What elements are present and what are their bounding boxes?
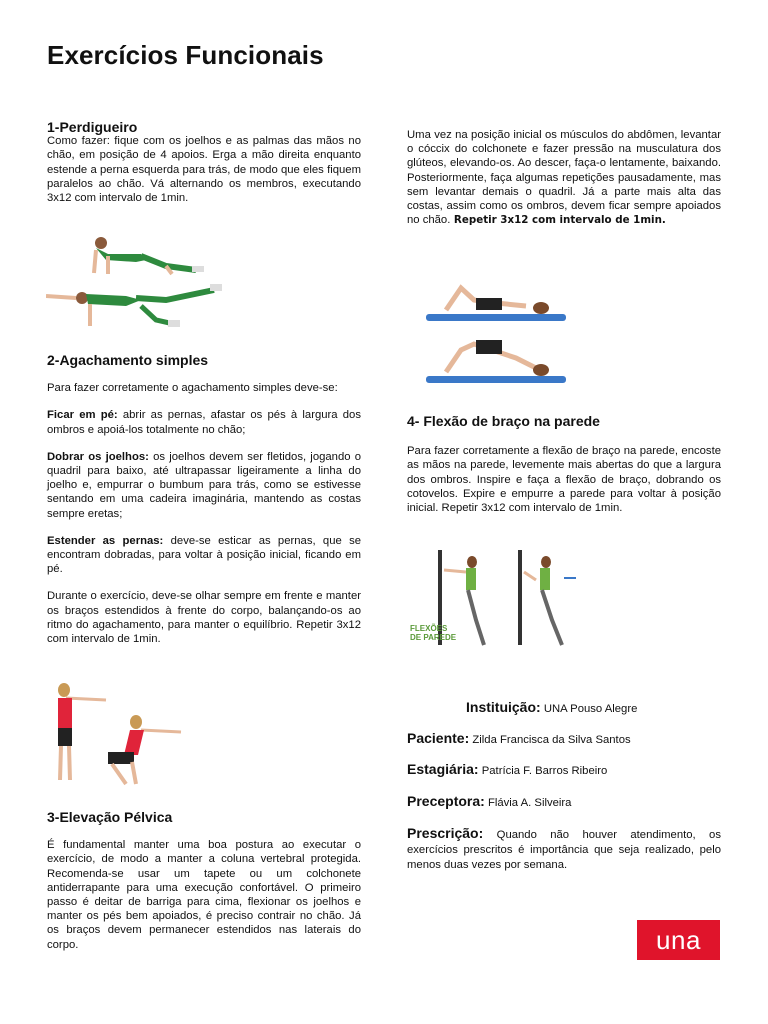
preceptora-label: Preceptora: — [407, 793, 485, 809]
section-elevacao-pelvica — [47, 810, 361, 952]
section-heading: 3-Elevação Pélvica — [47, 809, 173, 825]
agachamento-illustration — [46, 680, 186, 795]
section-note: Durante o exercício, deve-se olhar sempre em frente e manter os braços estendidos à frente do corpo, balançando-os ao ritmo do agachamento, para manter o equilíbrio. Repetir 3x12 com intervalo de 1min. — [47, 590, 361, 646]
elevacao-pelvica-illustration — [406, 270, 586, 398]
instituicao-row — [466, 700, 768, 717]
step-label: Estender as pernas: — [47, 534, 164, 547]
figure-label — [410, 624, 456, 642]
step-text: abrir as pernas, afastar os pés à largura dos ombros e apoiá-los totalmente no chão; — [47, 409, 361, 436]
section-text: Como fazer: fique com os joelhos e as palmas das mãos no chão, em posição de 4 apoios. Erga a mão direita enquanto estende a perna esquerda para trás, de modo que eles fiquem paralelos ao chão. Vá alternando os membros, executando 3x12 com intervalo de 1min. — [47, 135, 361, 205]
section-elevacao-pelvica-cont — [407, 128, 721, 227]
page-title: Exercícios Funcionais — [47, 40, 324, 70]
preceptora-row — [407, 794, 721, 811]
estagiaria-label: Estagiária: — [407, 761, 479, 777]
section-heading: 4- Flexão de braço na parede — [407, 413, 600, 429]
prescricao-value: Quando não houver atendimento, os exercícios prescritos é importância que seja realizado, pelo menos duas vezes por semana. — [407, 829, 721, 871]
section-text-body: Uma vez na posição inicial os músculos do abdômen, levantar o cóccix do colchonete e fazer pressão na musculatura dos glúteos, elevando-os. Ao descer, faça-o lentamente, baixando. Posteriormente, faça algumas repetições pausadamente, mas sem levantar demais o quadril. Já a parte mais alta das costas, assim como os ombros, devem ficar sempre apoiados no chão. — [407, 129, 721, 227]
section-text: Para fazer corretamente a flexão de braço na parede, encoste as mãos na parede, levemente mais abertas do que a largura dos ombros. Inspire e faça a flexão de braço, dobrando os cotovelos. Expire e empurre a parede para voltar à posição inicial. Repetir 3x12 com intervalo de 1min. — [407, 445, 721, 515]
prescricao-row — [407, 826, 721, 873]
figure-label-line: FLEXÕES — [410, 624, 448, 633]
step-text: os joelhos devem ser fletidos, jogando o quadril para baixo, até ultrapassar ligeiramente a linha do joelho e, empurrar o bumbum para trás, como se estivesse sentando em uma cadeira imaginária, mantendo as costas sempre eretas; — [47, 450, 361, 520]
step-label: Ficar em pé: — [47, 409, 118, 422]
flexao-parede-illustration — [406, 550, 581, 655]
una-logo: una — [637, 920, 720, 960]
paciente-row — [407, 731, 721, 748]
instituicao-value: UNA Pouso Alegre — [543, 703, 638, 715]
step-text: deve-se esticar as pernas, que se encontram dobradas, para voltar à posição inicial, ficando em pé. — [47, 534, 361, 576]
prescricao-label: Prescrição: — [407, 825, 484, 841]
step-label: Dobrar os joelhos: — [47, 450, 149, 463]
section-flexao-parede — [407, 414, 721, 515]
estagiaria-row — [407, 762, 721, 779]
estagiaria-value: Patrícia F. Barros Ribeiro — [481, 765, 608, 777]
paciente-value: Zilda Francisca da Silva Santos — [472, 734, 631, 746]
section-heading: 2-Agachamento simples — [47, 352, 209, 368]
section-heading: 1-Perdigueiro — [47, 119, 138, 135]
step-dobrar-joelhos — [47, 450, 361, 521]
preceptora-value: Flávia A. Silveira — [487, 797, 572, 809]
paciente-label: Paciente: — [407, 730, 470, 746]
section-repeat: Repetir 3x12 com intervalo de 1min. — [450, 214, 666, 227]
section-intro: Para fazer corretamente o agachamento simples deve-se: — [47, 382, 338, 395]
step-ficar-em-pe — [47, 408, 361, 436]
perdigueiro-illustration — [46, 228, 226, 336]
step-estender-pernas — [47, 534, 361, 577]
section-text — [407, 128, 721, 227]
section-agachamento — [47, 353, 361, 646]
section-text: É fundamental manter uma boa postura ao executar o exercício, de modo a manter a coluna vertebral protegida. Recomenda-se usar um tapete ou um colchonete antiderrapante para uma execução confortável. O primeiro passo é deitar de barriga para cima, flexionar os joelhos e manter os pés bem apoiados, é preciso contrair no chão. Já os braços devem permanecer estendidos nas laterais do corpo. — [47, 839, 361, 951]
figure-label-line: DE PAREDE — [410, 633, 457, 642]
section-perdigueiro — [47, 120, 361, 205]
instituicao-label: Instituição: — [466, 699, 541, 715]
